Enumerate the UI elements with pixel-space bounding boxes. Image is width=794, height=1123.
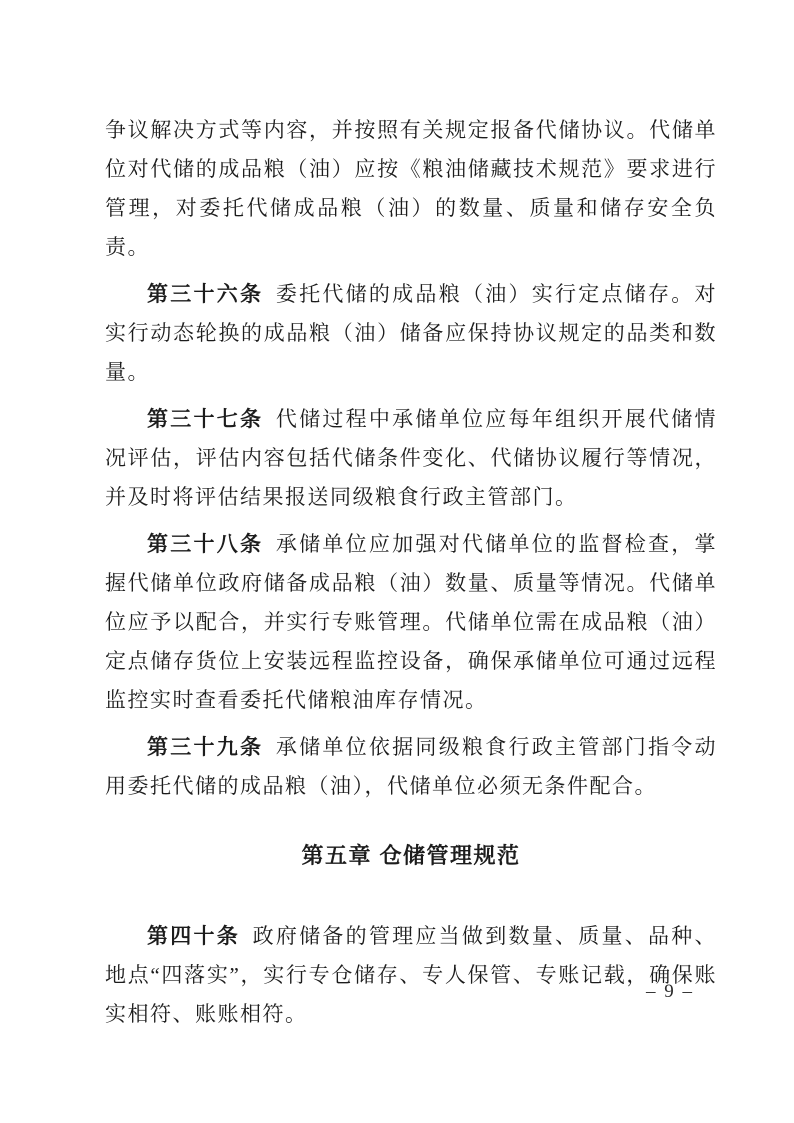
article-40-text: 政府储备的管理应当做到数量、质量、品种、地点“四落实”，实行专仓储存、专人保管、专账记载，确保账实相符、账账相符。 <box>105 924 718 1026</box>
article-40-label: 第四十条 <box>147 925 241 948</box>
page-footer <box>640 981 700 1003</box>
paragraph-article-40 <box>105 917 717 1034</box>
document-content <box>105 111 717 1042</box>
article-37-label: 第三十七条 <box>147 408 264 431</box>
article-38-text: 承储单位应加强对代储单位的监督检查，掌握代储单位政府储备成品粮（油）数量、质量等情况。代储单位应予以配合，并实行专账管理。代储单位需在成品粮（油）定点储存货位上安装远程监控设备，确保承储单位可通过远程监控实时查看委托代储粮油库存情况。 <box>105 532 718 712</box>
article-38-label: 第三十八条 <box>147 533 264 556</box>
paragraph-continuation <box>105 111 717 267</box>
article-36-label: 第三十六条 <box>147 283 264 306</box>
chapter-heading: 第五章 仓储管理规范 <box>301 843 521 868</box>
page-number: – 9 – <box>646 981 694 1002</box>
paragraph-article-36 <box>105 275 717 392</box>
article-36-text: 委托代储的成品粮（油）实行定点储存。对实行动态轮换的成品粮（油）储备应保持协议规定的品类和数量。 <box>105 282 718 384</box>
paragraph-continuation-text: 争议解决方式等内容，并按照有关规定报备代储协议。代储单位对代储的成品粮（油）应按《粮油储藏技术规范》要求进行管理，对委托代储成品粮（油）的数量、质量和储存安全负责。 <box>105 118 717 259</box>
paragraph-article-37 <box>105 400 717 517</box>
article-37-text: 代储过程中承储单位应每年组织开展代储情况评估，评估内容包括代储条件变化、代储协议履行等情况，并及时将评估结果报送同级粮食行政主管部门。 <box>105 407 718 509</box>
paragraph-article-38 <box>105 525 717 720</box>
article-39-label: 第三十九条 <box>147 736 264 759</box>
paragraph-article-39 <box>105 728 717 806</box>
article-39-text: 承储单位依据同级粮食行政主管部门指令动用委托代储的成品粮（油），代储单位必须无条件配合。 <box>105 735 718 798</box>
